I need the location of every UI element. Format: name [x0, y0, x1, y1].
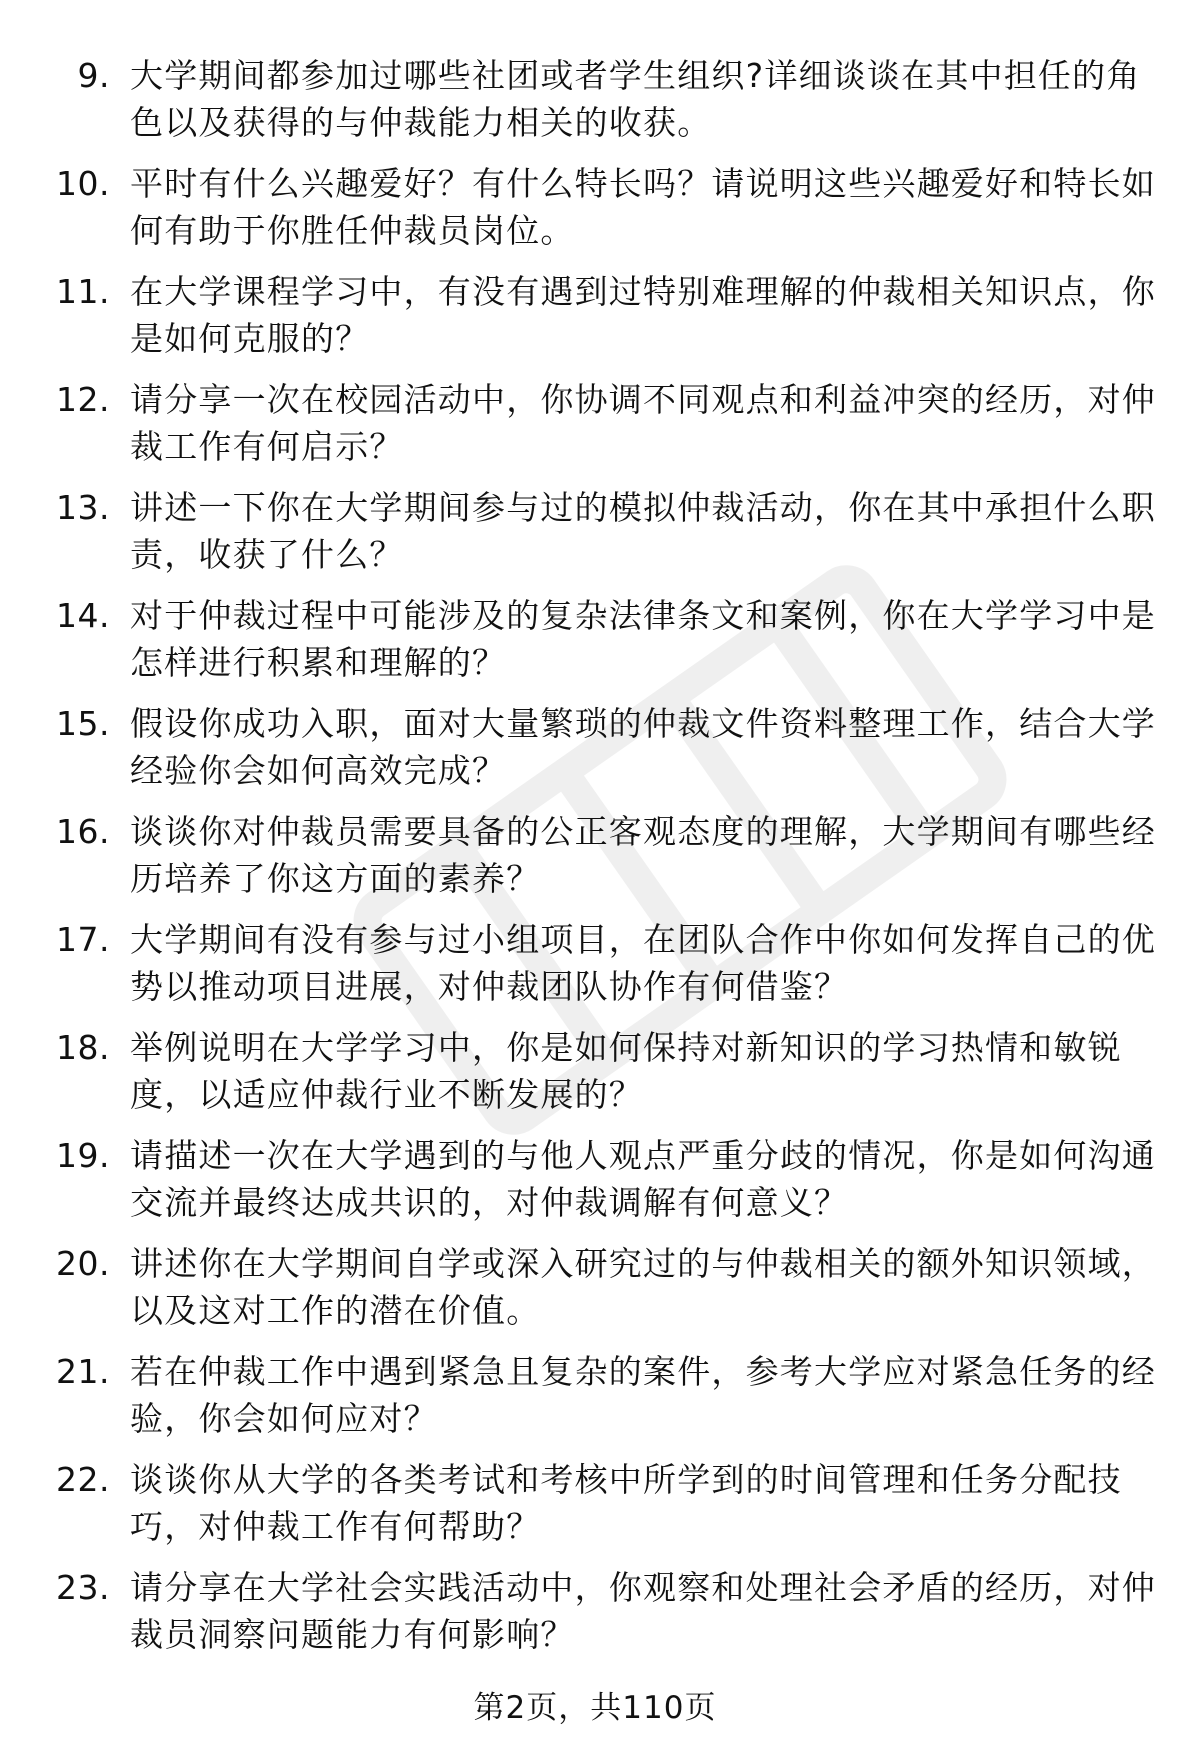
question-text: 讲述一下你在大学期间参与过的模拟仲裁活动，你在其中承担什么职责，收获了什么？ — [130, 488, 1156, 574]
question-number: 22. — [56, 1460, 110, 1499]
question-number: 9. — [77, 56, 110, 95]
question-text: 平时有什么兴趣爱好？有什么特长吗？请说明这些兴趣爱好和特长如何有助于你胜任仲裁员岗位。 — [130, 164, 1156, 250]
question-number: 18. — [56, 1028, 110, 1067]
question-item — [0, 916, 1190, 1024]
question-item — [0, 376, 1190, 484]
question-text: 谈谈你从大学的各类考试和考核中所学到的时间管理和任务分配技巧，对仲裁工作有何帮助？ — [130, 1460, 1122, 1546]
question-text: 谈谈你对仲裁员需要具备的公正客观态度的理解，大学期间有哪些经历培养了你这方面的素养？ — [130, 812, 1156, 898]
question-text: 请分享一次在校园活动中，你协调不同观点和利益冲突的经历，对仲裁工作有何启示？ — [130, 380, 1156, 466]
question-number: 15. — [56, 704, 110, 743]
question-number: 23. — [56, 1568, 110, 1607]
question-text: 在大学课程学习中，有没有遇到过特别难理解的仲裁相关知识点，你是如何克服的？ — [130, 272, 1156, 358]
question-text: 请描述一次在大学遇到的与他人观点严重分歧的情况，你是如何沟通交流并最终达成共识的，对仲裁调解有何意义？ — [130, 1136, 1156, 1222]
question-text: 若在仲裁工作中遇到紧急且复杂的案件，参考大学应对紧急任务的经验，你会如何应对？ — [130, 1352, 1156, 1438]
question-number: 17. — [56, 920, 110, 959]
question-number: 10. — [56, 164, 110, 203]
question-number: 13. — [56, 488, 110, 527]
question-item — [0, 1240, 1190, 1348]
question-item — [0, 700, 1190, 808]
question-item — [0, 160, 1190, 268]
question-number: 11. — [56, 272, 110, 311]
question-number: 14. — [56, 596, 110, 635]
page-footer — [0, 1688, 1190, 1728]
question-list — [0, 52, 1190, 1672]
question-text: 大学期间都参加过哪些社团或者学生组织?详细谈谈在其中担任的角色以及获得的与仲裁能力相关的收获。 — [130, 56, 1141, 142]
question-text: 举例说明在大学学习中，你是如何保持对新知识的学习热情和敏锐度，以适应仲裁行业不断发展的？ — [130, 1028, 1122, 1114]
question-item — [0, 1132, 1190, 1240]
page-number-label: 第2页，共110页 — [473, 1690, 717, 1726]
question-item — [0, 1456, 1190, 1564]
question-text: 请分享在大学社会实践活动中，你观察和处理社会矛盾的经历，对仲裁员洞察问题能力有何影响？ — [130, 1568, 1156, 1654]
question-number: 21. — [56, 1352, 110, 1391]
question-item — [0, 484, 1190, 592]
question-text: 讲述你在大学期间自学或深入研究过的与仲裁相关的额外知识领域，以及这对工作的潜在价值。 — [130, 1244, 1156, 1330]
question-text: 对于仲裁过程中可能涉及的复杂法律条文和案例，你在大学学习中是怎样进行积累和理解的？ — [130, 596, 1156, 682]
question-item — [0, 808, 1190, 916]
question-number: 20. — [56, 1244, 110, 1283]
question-item — [0, 268, 1190, 376]
question-number: 19. — [56, 1136, 110, 1175]
question-item — [0, 52, 1190, 160]
question-item — [0, 1348, 1190, 1456]
question-number: 16. — [56, 812, 110, 851]
question-text: 大学期间有没有参与过小组项目，在团队合作中你如何发挥自己的优势以推动项目进展，对仲裁团队协作有何借鉴？ — [130, 920, 1156, 1006]
question-text: 假设你成功入职，面对大量繁琐的仲裁文件资料整理工作，结合大学经验你会如何高效完成？ — [130, 704, 1156, 790]
question-item — [0, 592, 1190, 700]
question-item — [0, 1564, 1190, 1672]
question-number: 12. — [56, 380, 110, 419]
question-item — [0, 1024, 1190, 1132]
